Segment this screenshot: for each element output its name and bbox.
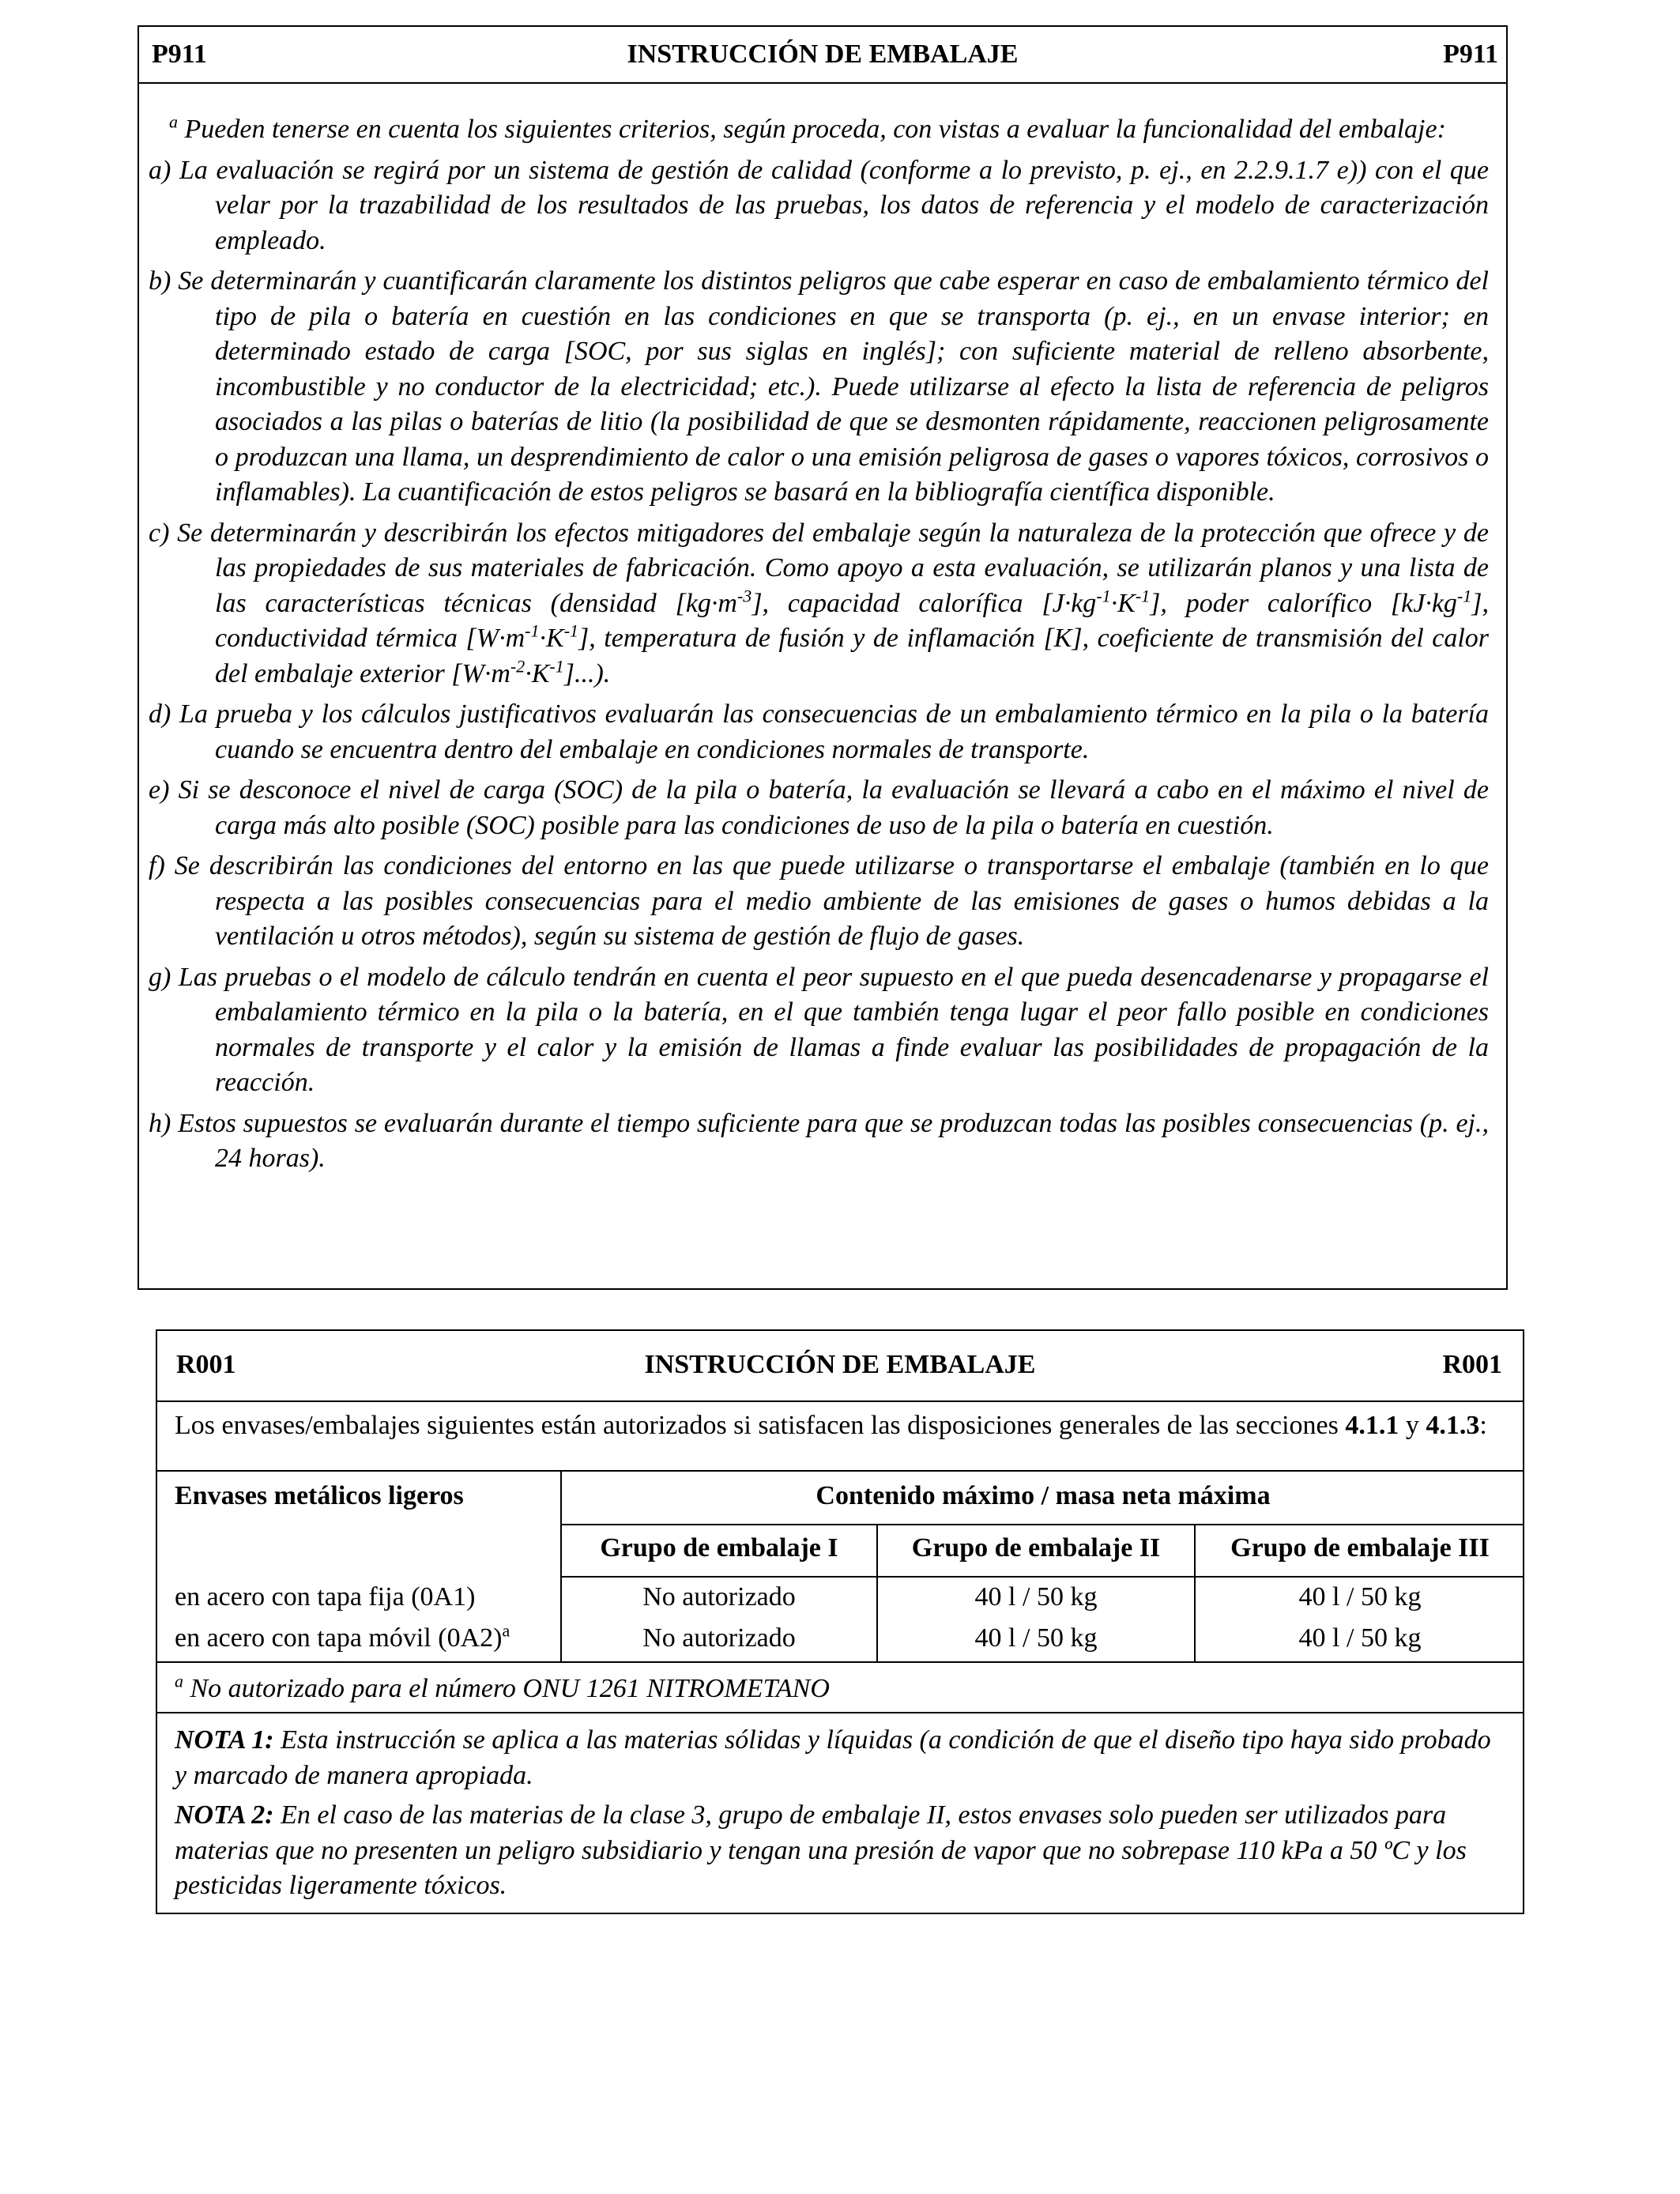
table-row-label (175, 1620, 510, 1653)
p911-item-c-sup-1: -3 (736, 586, 752, 606)
table-cell: No autorizado (642, 1623, 796, 1653)
note-2 (175, 1798, 1505, 1904)
p911-item-c-sup-7: -2 (510, 656, 525, 677)
note-2-label: NOTA 2: (175, 1800, 274, 1830)
p911-body (139, 84, 1506, 1177)
p911-intro (149, 112, 1489, 148)
p911-item-c-text-2: ], capacidad calorífica [J·kg (751, 588, 1097, 618)
p911-item-h: h) Estos supuestos se evaluarán durante el tiempo suficiente para que se produzcan todas las posibles consecuencias (p. ej., 24 horas). (149, 1108, 1489, 1173)
r001-title: INSTRUCCIÓN DE EMBALAJE (644, 1350, 1036, 1379)
p911-item-c-sup-3: -1 (1135, 586, 1151, 606)
col-header-group-ii: Grupo de embalaje II (911, 1533, 1161, 1563)
p911-code-left: P911 (152, 40, 207, 69)
r001-footnote (157, 1663, 1523, 1713)
p911-item-c-text-3: ·K (1110, 588, 1136, 618)
p911-item-c-text-7: ], temperatura de fusión y de inflamación [K], coeficiente de transmisión del calor del embalaje exterior [W·m (215, 624, 1490, 688)
group-header-max-content: Contenido máximo / masa neta máxima (816, 1481, 1271, 1510)
p911-item-e: e) Si se desconoce el nivel de carga (SOC) de la pila o batería, la evaluación se llevará a cabo en el máximo el nivel de carga más alto posible (SOC) posible para las condiciones de uso de la pila o batería en cuestión. (149, 775, 1489, 840)
note-1-label: NOTA 1: (175, 1725, 274, 1755)
r001-notes (157, 1713, 1523, 1904)
table-divider (560, 1524, 1523, 1525)
p911-item-c (149, 516, 1489, 692)
r001-footnote-marker: a (175, 1671, 183, 1691)
table-cell: 40 l / 50 kg (974, 1582, 1098, 1612)
note-2-text: En el caso de las materias de la clase 3, grupo de embalaje II, estos envases solo pueden ser utilizados para materias que no presenten un peligro subsidiario y tengan una presión de vapor que no sobrepase 110 kPa a 50 ºC y los pesticidas ligeramente tóxicos. (175, 1800, 1467, 1900)
p911-item-c-sup-6: -1 (563, 620, 579, 641)
p911-item-c-sup-5: -1 (525, 620, 540, 641)
p911-title: INSTRUCCIÓN DE EMBALAJE (627, 40, 1019, 69)
col-header-group-iii: Grupo de embalaje III (1230, 1533, 1490, 1563)
p911-item-f: f) Se describirán las condiciones del entorno en las que puede utilizarse o transportarse el embalaje (también en lo que respecta a las posibles consecuencias para el medio ambiente de las emisiones de gases o humos debidas a la ventilación u otros métodos), según su sistema de gestión de flujo de gases. (149, 851, 1489, 951)
r001-intro-ref-2: 4.1.3 (1426, 1411, 1480, 1440)
r001-code-right: R001 (1442, 1350, 1502, 1379)
p911-code-right: P911 (1443, 40, 1498, 69)
col-header-group-i: Grupo de embalaje I (600, 1533, 838, 1563)
p911-item-g: g) Las pruebas o el modelo de cálculo tendrán en cuenta el peor supuesto en el que pueda desencadenarse y propagarse el embalamiento térmico en la pila o la batería, en el que también tenga lugar el peor fallo posible en condiciones normales de transporte y el calor y la emisión de llamas a finde evaluar las posibilidades de propagación de la reacción. (149, 962, 1489, 1097)
r001-intro-text: Los envases/embalajes siguientes están autorizados si satisfacen las disposiciones generales de las secciones (175, 1411, 1346, 1440)
table-row-label: en acero con tapa fija (0A1) (175, 1582, 476, 1612)
p911-item-b: b) Se determinarán y cuantificarán claramente los distintos peligros que cabe esperar en caso de embalamiento térmico del tipo de pila o batería en cuestión en las condiciones en que se transporta (p. ej., en un envase interior; en determinado estado de carga [SOC, por sus siglas en inglés]; con suficiente material de relleno absorbente, incombustible y no conductor de la electricidad; etc.). Puede utilizarse al efecto la lista de referencia de peligros asociados a las pilas o baterías de litio (la posibilidad de que se desmonten rápidamente, reaccionen peligrosamente o produzcan una llama, un desprendimiento de calor o una emisión peligrosa de gases o vapores tóxicos, corrosivos o inflamables). La cuantificación de estos peligros se basará en la bibliografía científica disponible. (149, 266, 1489, 507)
table-cell: 40 l / 50 kg (1298, 1623, 1422, 1653)
note-1 (175, 1723, 1505, 1793)
r001-intro-ref-1: 4.1.1 (1345, 1411, 1399, 1440)
p911-item-c-sup-2: -1 (1096, 586, 1111, 606)
p911-instruction-box (137, 25, 1508, 1290)
r001-header (157, 1331, 1523, 1402)
p911-item-c-sup-4: -1 (1456, 586, 1472, 606)
r001-footnote-text: No autorizado para el número ONU 1261 NITROMETANO (183, 1674, 830, 1703)
r001-instruction-box (156, 1329, 1524, 1914)
row-label-footnote-marker: a (502, 1620, 510, 1641)
r001-table (157, 1472, 1523, 1663)
r001-intro-and: y (1399, 1411, 1426, 1440)
p911-item-d: d) La prueba y los cálculos justificativos evaluarán las consecuencias de un embalamiento térmico en la pila o la batería cuando se encuentra dentro del embalaje en condiciones normales de transporte. (149, 699, 1489, 764)
r001-intro (157, 1402, 1523, 1472)
note-1-text: Esta instrucción se aplica a las materias sólidas y líquidas (a condición de que el diseño tipo haya sido probado y marcado de manera apropiada. (175, 1725, 1491, 1790)
p911-item-c-text-4: ], poder calorífico [kJ·kg (1150, 588, 1457, 618)
p911-header (139, 27, 1506, 84)
p911-item-c-text-5: ], conductividad térmica [W·m (215, 588, 1489, 653)
p911-item-c-text-6: ·K (539, 624, 564, 653)
p911-item-c-text-9: ]...). (563, 658, 611, 688)
table-cell: 40 l / 50 kg (974, 1623, 1098, 1653)
p911-item-a: a) La evaluación se regirá por un sistema de gestión de calidad (conforme a lo previsto, p. ej., en 2.2.9.1.7 e)) con el que velar por la trazabilidad de los resultados de las pruebas, los datos de referencia y el modelo de caracterización empleado. (149, 155, 1489, 255)
p911-item-c-text-1: c) Se determinarán y describirán los efectos mitigadores del embalaje según la naturaleza de la protección que ofrece y de las propiedades de sus materiales de fabricación. Como apoyo a esta evaluación, se utilizarán planos y una lista de las características técnicas (densidad [kg·m (149, 518, 1489, 618)
r001-intro-end: : (1479, 1411, 1487, 1440)
table-cell: No autorizado (642, 1582, 796, 1612)
p911-item-c-sup-8: -1 (549, 656, 564, 677)
table-cell: 40 l / 50 kg (1298, 1582, 1422, 1612)
p911-item-c-text-8: ·K (525, 658, 550, 688)
col-header-packagings: Envases metálicos ligeros (175, 1481, 464, 1510)
p911-footnote-marker: a (169, 111, 178, 132)
row-label-text: en acero con tapa móvil (0A2) (175, 1623, 503, 1653)
r001-code-left: R001 (176, 1350, 236, 1379)
table-divider (560, 1576, 1523, 1578)
p911-intro-text: Pueden tenerse en cuenta los siguientes criterios, según proceda, con vistas a evaluar la funcionalidad del embalaje: (184, 115, 1446, 144)
